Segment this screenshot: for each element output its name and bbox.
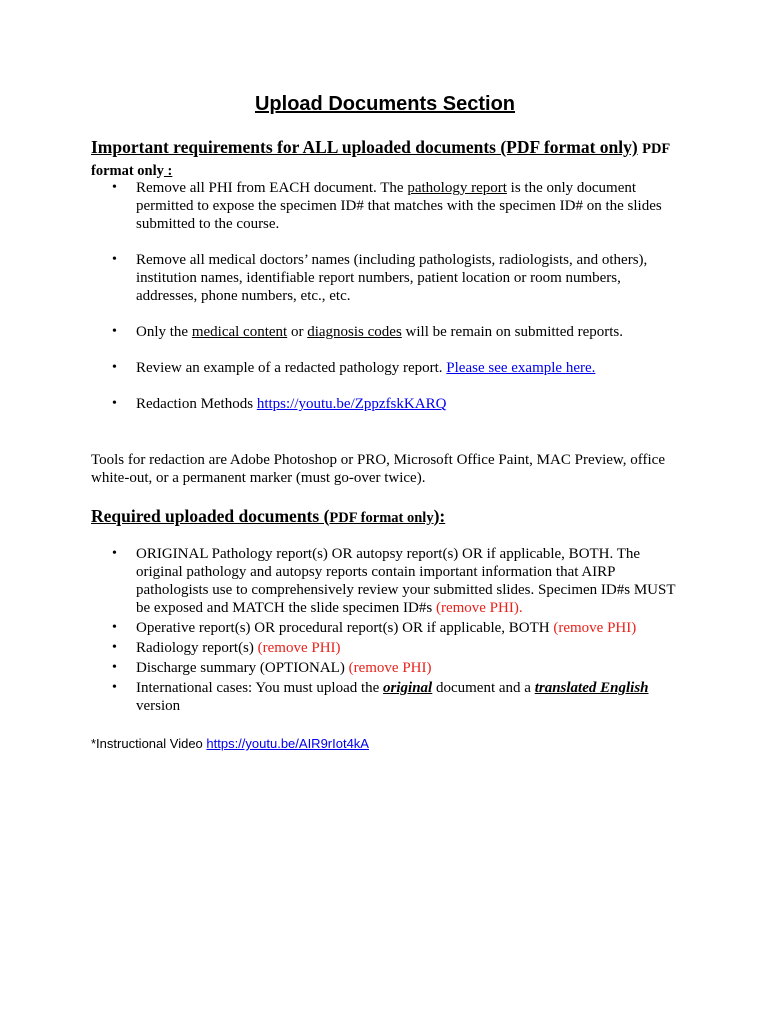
list-item: • Review an example of a redacted pathology report. Please see example here. bbox=[91, 359, 681, 377]
list-item: • Radiology report(s) (remove PHI) bbox=[91, 639, 681, 657]
list-item: • ORIGINAL Pathology report(s) OR autopsy report(s) OR if applicable, BOTH. The original pathology and autopsy reports contain important information that AIRP pathologists use to comprehensively review your submitted slides. Specimen ID#s MUST be exposed and MATCH the slide specimen ID#s (remove PHI). bbox=[91, 545, 681, 617]
requirements-heading-continuation: format only : bbox=[91, 163, 173, 179]
page-title: Upload Documents Section bbox=[254, 93, 516, 115]
list-item: • Discharge summary (OPTIONAL) (remove PHI) bbox=[91, 659, 681, 677]
requirements-heading-main: Important requirements for ALL uploaded documents (PDF format only) bbox=[91, 137, 638, 157]
redaction-methods-link[interactable]: https://youtu.be/ZppzfskKARQ bbox=[256, 396, 447, 412]
requirements-heading-suffix: PDF bbox=[642, 141, 671, 157]
list-item: • Remove all medical doctors’ names (including pathologists, radiologists, and others), institution names, identifiable report numbers, patient location or room numbers, addresses, phone numbers, etc., etc. bbox=[91, 251, 681, 305]
list-item: • Redaction Methods https://youtu.be/ZppzfskKARQ bbox=[91, 395, 681, 413]
list-item: • Remove all PHI from EACH document. The pathology report is the only document permitted to expose the specimen ID# that matches with the specimen ID# on the slides submitted to the course. bbox=[91, 179, 681, 233]
instructional-video-link[interactable]: https://youtu.be/AIR9rIot4kA bbox=[206, 736, 369, 751]
list-item: • Operative report(s) OR procedural report(s) OR if applicable, BOTH (remove PHI) bbox=[91, 619, 681, 637]
example-link[interactable]: Please see example here. bbox=[446, 360, 596, 376]
required-documents-heading: Required uploaded documents (PDF format only): bbox=[91, 506, 446, 526]
tools-paragraph: Tools for redaction are Adobe Photoshop or PRO, Microsoft Office Paint, MAC Preview, office white-out, or a permanent marker (must go-over twice). bbox=[91, 452, 665, 486]
list-item: • Only the medical content or diagnosis codes will be remain on submitted reports. bbox=[91, 323, 681, 341]
required-documents-list bbox=[91, 545, 681, 717]
instructional-video: *Instructional Video https://youtu.be/AIR9rIot4kA bbox=[91, 736, 369, 751]
requirements-list bbox=[91, 179, 681, 431]
requirements-heading bbox=[91, 136, 691, 182]
list-item: • International cases: You must upload the original document and a translated English version bbox=[91, 679, 681, 715]
